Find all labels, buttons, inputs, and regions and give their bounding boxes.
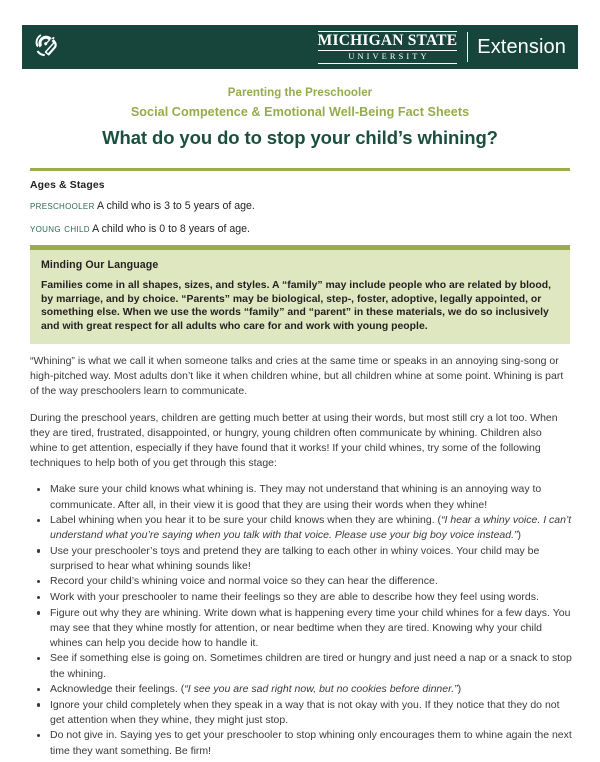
section-divider: [30, 168, 570, 171]
tip-item: [30, 482, 572, 512]
tip-item: [30, 682, 572, 697]
tip-text: Figure out why they are whining. Write down what is happening every time your child whines for a few days. You may see that they whine mostly for attention, or near bedtime when they are tired. Knowing why your child whines can help you decide how to handle it.: [50, 606, 571, 649]
title-block: [22, 84, 578, 151]
callout-body-text: Families come in all shapes, sizes, and styles. A “family” may include people who are related by blood, by marriage, and by choice. “Parents” may be biological, step-, foster, adoptive, legally appointed, or something else. When we use the words “family” and “parent” in these materials, we do so inclusively and with great respect for all adults who care for and work with young people.: [41, 280, 552, 332]
tip-quote: “I hear a whiny voice. I can’t understand what you’re saying when you talk with that voice. Please use your big boy voice instead.”: [50, 514, 572, 542]
definition-preschooler: A child who is 3 to 5 years of age.: [97, 200, 255, 212]
bullet-icon: [37, 703, 40, 706]
minding-our-language-callout: [30, 245, 570, 344]
tip-text: See if something else is going on. Sometimes children are tired or hungry and just need a nap or a snack to stop the whining.: [50, 652, 572, 680]
extension-label: Extension: [477, 36, 566, 58]
tip-item: [30, 590, 572, 605]
tip-item: [30, 606, 572, 651]
tip-text: Work with your preschooler to name their feelings so they are able to describe how they feel using words.: [50, 591, 539, 604]
intro-paragraph-2: During the preschool years, children are getting much better at using their words, but most still cry a lot too. When they are tired, frustrated, disappointed, or hungry, young children often communicate by whining. Children also whine to get attention, especially if they have found that it works! If your child whines, try some of the following techniques to help both of you get through this stage:: [30, 411, 558, 470]
bullet-icon: [37, 549, 40, 552]
msu-extension-wordmark: [318, 31, 566, 64]
series-name: Social Competence & Emotional Well-Being Fact Sheets: [130, 105, 470, 119]
main-content: [30, 354, 572, 759]
tip-item: [30, 651, 572, 681]
tip-text: Label whining when you hear it to be sure your child knows when they are whining. (: [50, 514, 442, 527]
tip-text: Acknowledge their feelings. (: [50, 683, 185, 696]
tip-text: Ignore your child completely when they speak in a way that is not okay with you. If they notice that they do not get attention when they whine, they might just stop.: [50, 698, 560, 726]
callout-heading: Minding Our Language: [41, 259, 159, 271]
series-subtitle: Parenting the Preschooler: [227, 87, 373, 99]
wordmark-rule-bottom: [318, 63, 458, 64]
tips-list: [30, 482, 572, 758]
tip-item: [30, 574, 572, 589]
bullet-icon: [37, 596, 40, 599]
ages-stages-section: [30, 180, 575, 245]
bullet-icon: [37, 688, 40, 691]
bullet-icon: [37, 734, 40, 737]
page-title: What do you do to stop your child’s whining?: [102, 127, 498, 148]
spartan-helmet-icon: [33, 32, 59, 62]
ages-stages-heading: Ages & Stages: [30, 180, 105, 191]
term-young-child: young child: [30, 223, 90, 235]
wordmark-divider: [467, 32, 468, 62]
tip-text: Make sure your child knows what whining is. They may not understand that whining is an annoying way to communicate. After all, in their view it is good that they are using their words when they whine!: [50, 483, 542, 511]
msu-wordmark: [318, 31, 458, 64]
header-banner: [22, 25, 578, 69]
tip-text: Record your child’s whining voice and normal voice so they can hear the difference.: [50, 575, 438, 588]
tip-text: Do not give in. Saying yes to get your preschooler to stop whining only encourages them to whine again the next time they want something. Be firm!: [50, 729, 572, 757]
bullet-icon: [37, 611, 40, 614]
tip-item: [30, 698, 572, 728]
ages-stages-entry: [30, 199, 575, 213]
tip-item: [30, 728, 572, 758]
bullet-icon: [37, 519, 40, 522]
tip-text: Use your preschooler’s toys and pretend they are talking to each other in whiny voices. Your child may be surprised to hear what whining sounds like!: [50, 544, 540, 572]
bullet-icon: [37, 657, 40, 660]
tip-text-tail: ): [457, 683, 462, 696]
tip-item: [30, 544, 572, 574]
wordmark-top-text: MICHIGAN STATE: [317, 31, 458, 49]
tip-quote: “I see you are sad right now, but no cookies before dinner.”: [184, 683, 458, 696]
wordmark-bottom-text: UNIVERSITY: [348, 51, 430, 61]
intro-paragraph-1: “Whining” is what we call it when someone talks and cries at the same time or speaks in an annoying sing-song or high-pitched way. Most adults don’t like it when children whine, but all children whine at some point. Whining is part of the way preschoolers learn to communicate.: [30, 355, 564, 398]
definition-young-child: A child who is 0 to 8 years of age.: [92, 223, 250, 235]
ages-stages-entry: [30, 222, 575, 236]
term-preschooler: preschooler: [30, 200, 95, 212]
bullet-icon: [37, 488, 40, 491]
tip-item: [30, 513, 572, 543]
bullet-icon: [37, 580, 40, 583]
tip-text-tail: ): [517, 529, 522, 542]
